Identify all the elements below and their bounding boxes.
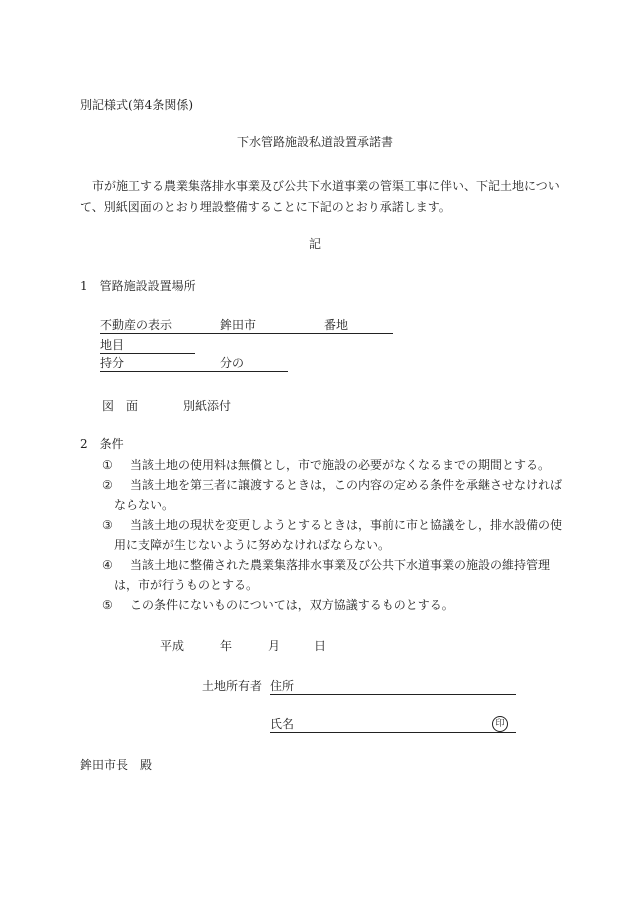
condition-text: 当該土地の使用料は無償とし，市で施設の必要がなくなるまでの期間とする。 xyxy=(130,458,551,472)
share-fraction: 分の xyxy=(220,356,245,370)
property-label: 不動産の表示 xyxy=(100,318,173,332)
condition-item-2 xyxy=(102,477,562,493)
date-year: 年 xyxy=(220,639,233,653)
share-row xyxy=(100,355,288,372)
land-category-row xyxy=(100,337,195,354)
condition-number: ① xyxy=(102,458,113,472)
condition-item-5 xyxy=(102,597,454,613)
addressee: 鉾田市長 殿 xyxy=(80,758,153,772)
owner-name-field[interactable] xyxy=(270,716,516,733)
condition-item-1 xyxy=(102,457,550,473)
property-city: 鉾田市 xyxy=(220,318,257,332)
ki-heading: 記 xyxy=(308,237,321,251)
owner-address-field[interactable] xyxy=(270,678,516,695)
condition-number: ⑤ xyxy=(102,598,113,612)
condition-text: この条件にないものについては，双方協議するものとする。 xyxy=(130,598,454,612)
condition-number: ④ xyxy=(102,558,113,572)
owner-label: 土地所有者 xyxy=(202,679,263,693)
section1-heading: 1 管路施設設置場所 xyxy=(80,279,196,293)
condition-text: 当該土地に整備された農業集落排水事業及び公共下水道事業の施設の維持管理 xyxy=(130,558,551,572)
date-month: 月 xyxy=(268,639,281,653)
condition-item-4 xyxy=(102,557,550,573)
owner-name-label: 氏名 xyxy=(270,717,295,731)
form-label: 別記様式(第4条関係) xyxy=(80,98,193,112)
condition-number: ③ xyxy=(102,518,113,532)
share-label: 持分 xyxy=(100,356,125,370)
condition-item-2-cont: ならない。 xyxy=(114,498,175,512)
document-title: 下水管路施設私道設置承諾書 xyxy=(236,135,393,149)
property-lot: 番地 xyxy=(324,318,349,332)
condition-text: 当該土地を第三者に譲渡するときは，この内容の定める条件を承継させなければ xyxy=(130,478,563,492)
drawing-label: 図 面 xyxy=(102,399,139,413)
section2-heading: 2 条件 xyxy=(80,437,124,451)
condition-item-3 xyxy=(102,517,562,533)
land-category-label: 地目 xyxy=(100,338,125,352)
date-era: 平成 xyxy=(160,639,185,653)
property-row xyxy=(100,317,393,334)
intro-paragraph: 市が施工する農業集落排水事業及び公共下水道事業の管渠工事に伴い、下記土地について、別紙図面のとおり埋設整備することに下記のとおり承諾します。 xyxy=(80,179,560,214)
date-day: 日 xyxy=(314,639,327,653)
condition-text: 当該土地の現状を変更しようとするときは，事前に市と協議をし，排水設備の使 xyxy=(130,518,563,532)
condition-item-4-cont: は，市が行うものとする。 xyxy=(114,578,259,592)
condition-item-3-cont: 用に支障が生じないように努めなければならない。 xyxy=(114,538,391,552)
owner-address-label: 住所 xyxy=(270,679,295,693)
condition-number: ② xyxy=(102,478,113,492)
drawing-value: 別紙添付 xyxy=(183,399,232,413)
seal-icon: 印 xyxy=(492,716,508,732)
